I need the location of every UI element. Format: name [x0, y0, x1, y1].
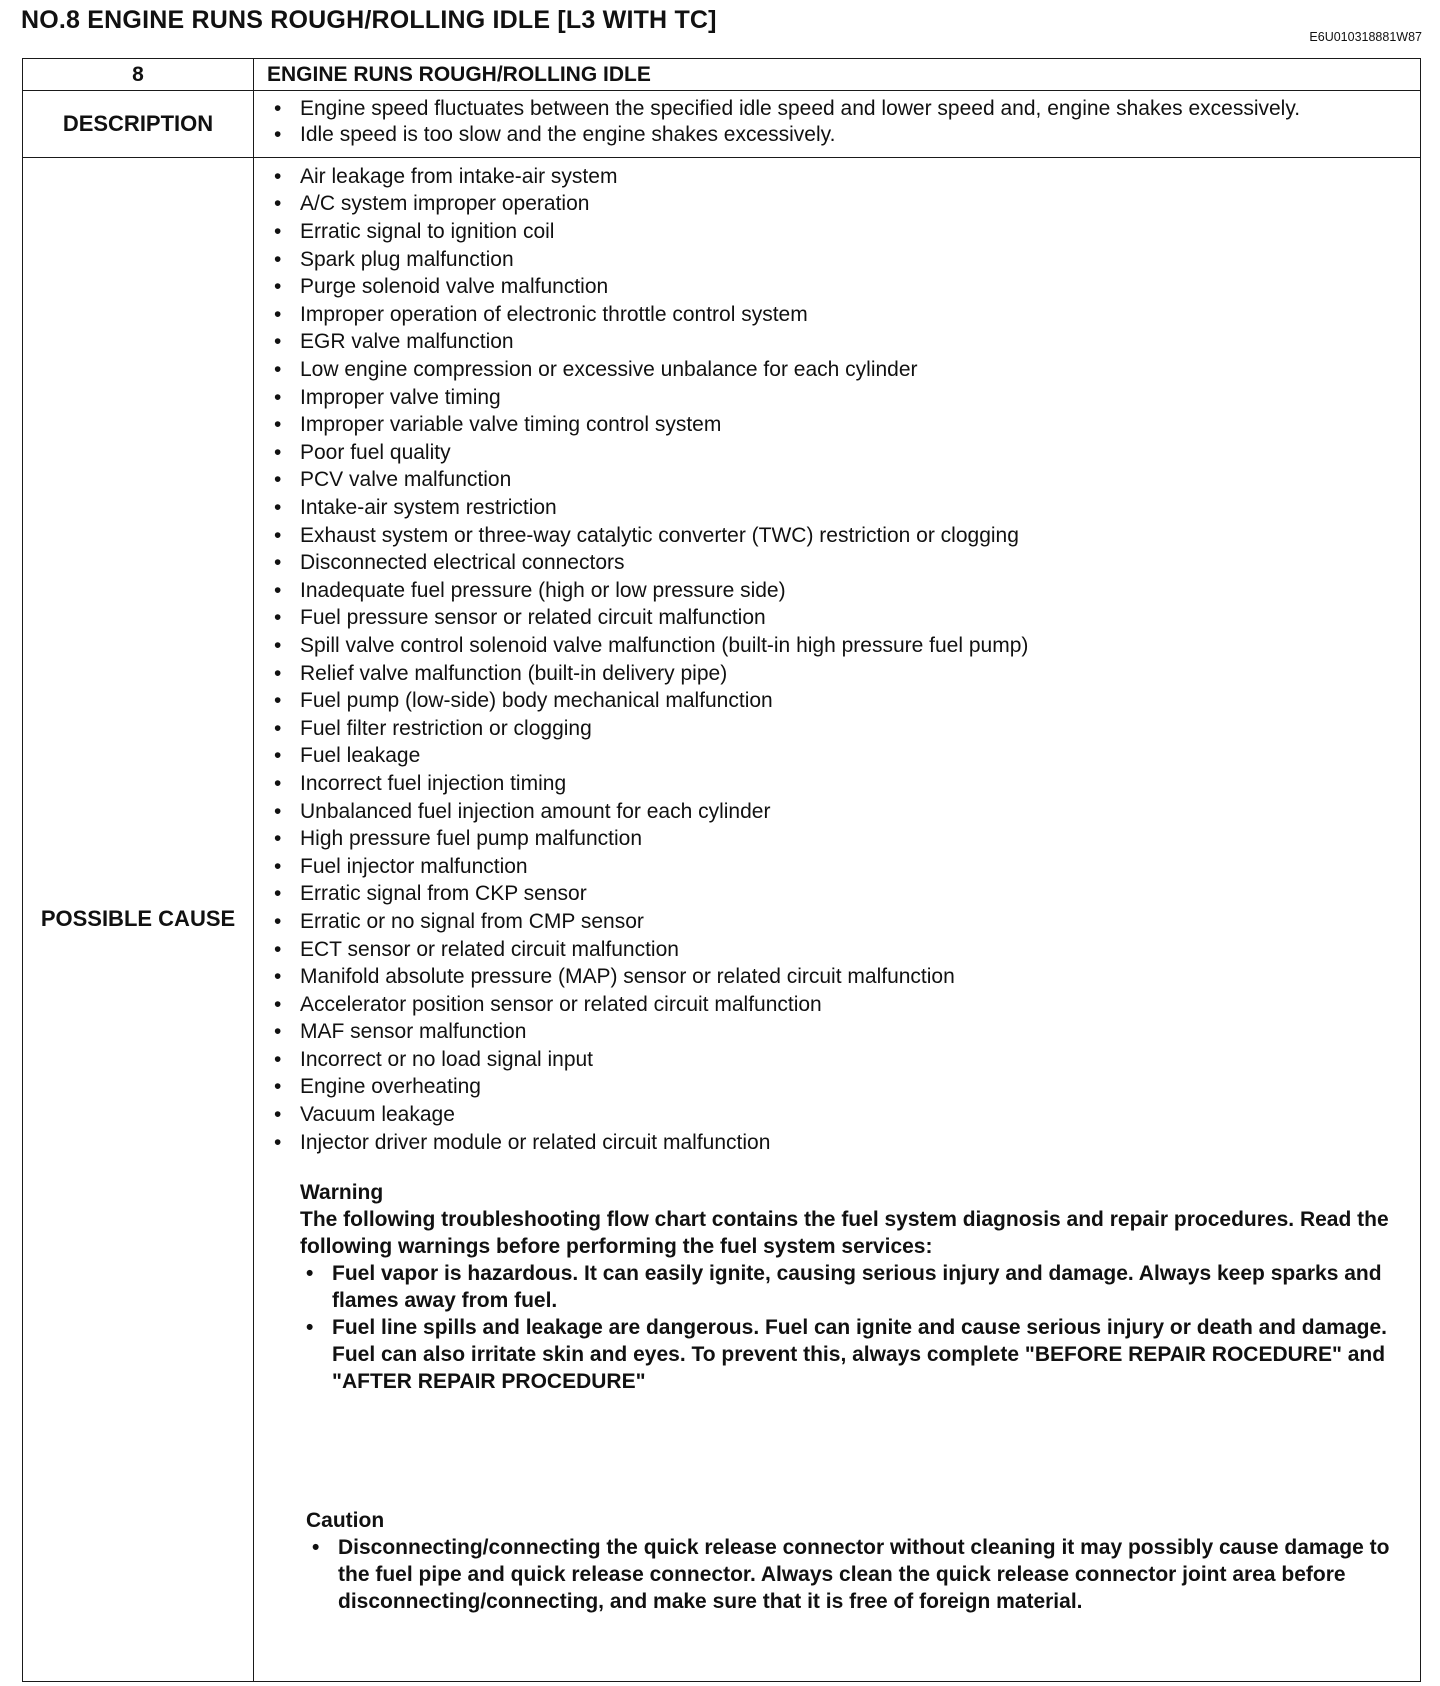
cause-item: • Exhaust system or three-way catalytic converter (TWC) restriction or clogging	[254, 522, 1420, 550]
warning-item: • Fuel line spills and leakage are dangerous. Fuel can ignite and cause serious injury or death and damage. Fuel can also irritate skin and eyes. To prevent this, always complete "BEFORE REPAIR ROCEDURE" and "AFTER REPAIR PROCEDURE"	[300, 1314, 1402, 1395]
warning-heading: Warning	[300, 1181, 384, 1205]
possible-cause-row	[23, 157, 1421, 1681]
cause-item: • Purge solenoid valve malfunction	[254, 273, 1420, 301]
cause-item: • High pressure fuel pump malfunction	[254, 825, 1420, 853]
cause-item: • EGR valve malfunction	[254, 328, 1420, 356]
warning-list	[300, 1260, 1402, 1395]
possible-cause-cell	[254, 157, 1421, 1681]
description-label: DESCRIPTION	[23, 91, 254, 158]
description-item: • Engine speed fluctuates between the specified idle speed and lower speed and, engine shakes excessively.	[254, 96, 1420, 122]
warning-item: • Fuel vapor is hazardous. It can easily ignite, causing serious injury and damage. Always keep sparks and flames away from fuel.	[300, 1260, 1402, 1314]
description-row	[23, 91, 1421, 158]
cause-item: • Improper valve timing	[254, 384, 1420, 412]
troubleshooting-table	[22, 58, 1421, 1682]
cause-item: • Inadequate fuel pressure (high or low pressure side)	[254, 577, 1420, 605]
possible-cause-label: POSSIBLE CAUSE	[23, 157, 254, 1681]
warning-block	[254, 1179, 1420, 1395]
cause-item: • MAF sensor malfunction	[254, 1018, 1420, 1046]
cause-item: • PCV valve malfunction	[254, 466, 1420, 494]
caution-item: • Disconnecting/connecting the quick release connector without cleaning it may possibly cause damage to the fuel pipe and quick release connector. Always clean the quick release connector joint area before disconnecting/connecting, and make sure that it is free of foreign material.	[306, 1534, 1402, 1615]
cause-item: • Low engine compression or excessive unbalance for each cylinder	[254, 356, 1420, 384]
cause-item: • Fuel pump (low-side) body mechanical malfunction	[254, 687, 1420, 715]
cause-item: • Unbalanced fuel injection amount for each cylinder	[254, 798, 1420, 826]
warning-intro: The following troubleshooting flow chart contains the fuel system diagnosis and repair procedures. Read the following warnings before performing the fuel system services:	[300, 1208, 1389, 1259]
description-list	[254, 96, 1420, 148]
cause-item: • Air leakage from intake-air system	[254, 163, 1420, 191]
cause-item: • Engine overheating	[254, 1073, 1420, 1101]
cause-item: • Injector driver module or related circuit malfunction	[254, 1129, 1420, 1157]
symptom-number: 8	[23, 59, 254, 91]
cause-item: • Erratic signal from CKP sensor	[254, 880, 1420, 908]
cause-item: • Intake-air system restriction	[254, 494, 1420, 522]
document-title: NO.8 ENGINE RUNS ROUGH/ROLLING IDLE [L3 WITH TC]	[21, 6, 717, 34]
cause-item: • Fuel injector malfunction	[254, 853, 1420, 881]
cause-item: • Incorrect fuel injection timing	[254, 770, 1420, 798]
cause-item: • Improper variable valve timing control system	[254, 411, 1420, 439]
cause-item: • Fuel leakage	[254, 742, 1420, 770]
cause-item: • A/C system improper operation	[254, 190, 1420, 218]
description-cell	[254, 91, 1421, 158]
caution-heading: Caution	[306, 1509, 385, 1533]
caution-block	[254, 1507, 1420, 1615]
header-row	[23, 59, 1421, 91]
document-code: E6U010318881W87	[1309, 30, 1422, 44]
cause-item: • Erratic or no signal from CMP sensor	[254, 908, 1420, 936]
cause-item: • Spill valve control solenoid valve malfunction (built-in high pressure fuel pump)	[254, 632, 1420, 660]
cause-item: • Manifold absolute pressure (MAP) sensor or related circuit malfunction	[254, 963, 1420, 991]
cause-item: • Fuel filter restriction or clogging	[254, 715, 1420, 743]
cause-item: • Relief valve malfunction (built-in delivery pipe)	[254, 660, 1420, 688]
cause-item: • Disconnected electrical connectors	[254, 549, 1420, 577]
symptom-title: ENGINE RUNS ROUGH/ROLLING IDLE	[254, 59, 1421, 91]
cause-item: • Fuel pressure sensor or related circuit malfunction	[254, 604, 1420, 632]
cause-item: • Improper operation of electronic throttle control system	[254, 301, 1420, 329]
cause-item: • Incorrect or no load signal input	[254, 1046, 1420, 1074]
cause-item: • Erratic signal to ignition coil	[254, 218, 1420, 246]
description-item: • Idle speed is too slow and the engine shakes excessively.	[254, 122, 1420, 148]
cause-item: • ECT sensor or related circuit malfunction	[254, 936, 1420, 964]
cause-item: • Vacuum leakage	[254, 1101, 1420, 1129]
cause-list	[254, 163, 1420, 1156]
cause-item: • Accelerator position sensor or related circuit malfunction	[254, 991, 1420, 1019]
caution-list	[306, 1534, 1402, 1615]
cause-item: • Poor fuel quality	[254, 439, 1420, 467]
cause-item: • Spark plug malfunction	[254, 246, 1420, 274]
